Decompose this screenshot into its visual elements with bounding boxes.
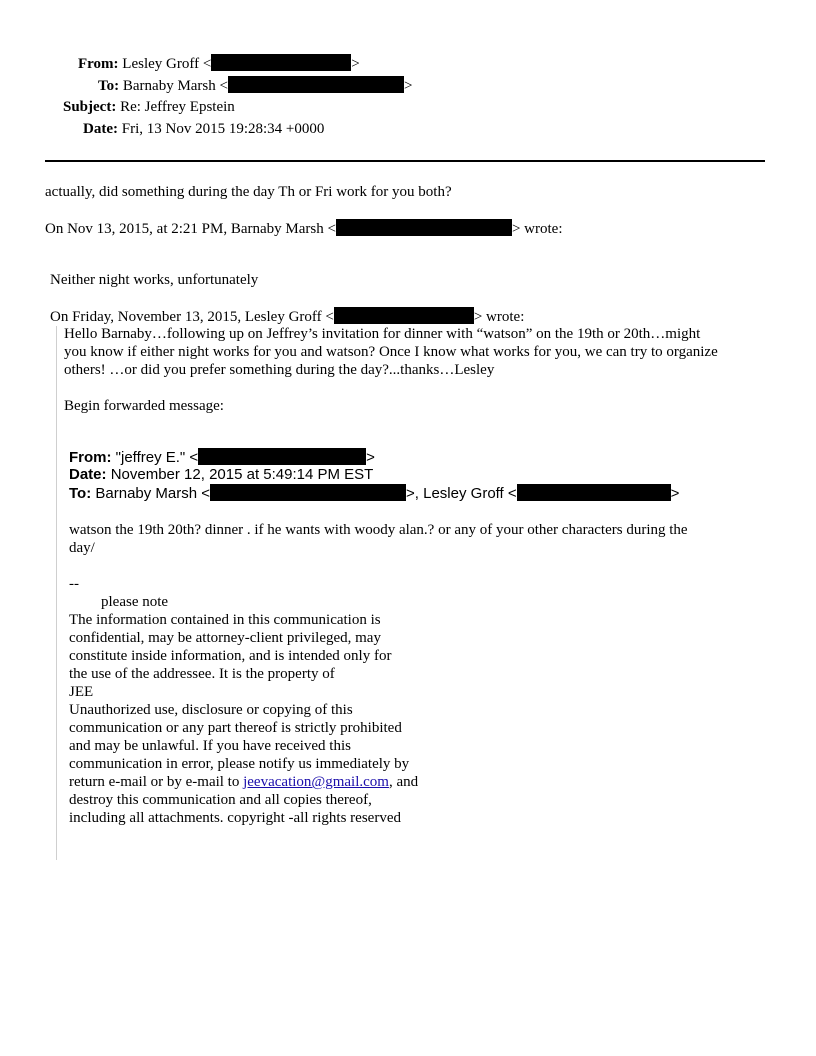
quote2-attribution: [50, 307, 524, 326]
reply-line: actually, did something during the day Th or Fri work for you both?: [45, 184, 452, 200]
redaction-block: [228, 76, 404, 93]
date-value: Fri, 13 Nov 2015 19:28:34 +0000: [121, 121, 325, 137]
redaction-block: [334, 307, 474, 324]
date-label: Date:: [83, 121, 118, 137]
disclaimer-line: Unauthorized use, disclosure or copying of this: [69, 702, 353, 718]
fwd-message: [69, 521, 688, 557]
from-close: >: [351, 56, 360, 72]
subject-label: Subject:: [63, 99, 117, 115]
fwd-from-close: >: [366, 449, 375, 466]
fwd-from-value: "jeffrey E." <: [115, 449, 199, 466]
return-prefix: return e-mail or by e-mail to: [69, 774, 244, 790]
disclaimer-line: communication or any part thereof is strictly prohibited: [69, 720, 402, 736]
header-to-row: [98, 76, 412, 95]
to-close: >: [403, 78, 413, 94]
quote1-wrote: > wrote:: [511, 221, 563, 237]
disclaimer-line: destroy this communication and all copies thereof,: [69, 792, 372, 808]
to-name: Barnaby Marsh <: [122, 78, 228, 94]
header-from-row: [78, 54, 360, 73]
fwd-to-row: [69, 484, 679, 503]
header-divider: [45, 160, 765, 162]
quote2-intro: On Friday, November 13, 2015, Lesley Groff <: [50, 309, 334, 325]
subject-value: Re: Jeffrey Epstein: [120, 99, 235, 115]
redaction-block: [210, 484, 406, 501]
disclaimer-line: constitute inside information, and is intended only for: [69, 648, 392, 664]
sig-note: please note: [101, 594, 169, 610]
return-suffix: , and: [388, 774, 419, 790]
fwd-date-label: Date:: [69, 466, 107, 483]
disclaimer-line: confidential, may be attorney-client privileged, may: [69, 630, 381, 646]
header-subject-row: [63, 98, 235, 116]
redaction-block: [517, 484, 671, 501]
fwd-to-close: >: [670, 485, 680, 502]
fwd-to-label: To:: [69, 485, 92, 502]
quote2-line: others! …or did you prefer something during the day?...thanks…Lesley: [64, 362, 495, 378]
fwd-message-line: day/: [69, 540, 95, 556]
sig-dash: --: [69, 576, 79, 592]
quote1-attribution: [45, 219, 562, 238]
from-label: From:: [78, 56, 119, 72]
quote-border: [56, 326, 57, 860]
fwd-to-mid: >, Lesley Groff <: [406, 485, 517, 502]
disclaimer-return-line: [69, 773, 418, 791]
redaction-block: [211, 54, 351, 71]
quote2-line: Hello Barnaby…following up on Jeffrey’s invitation for dinner with “watson” on the 19th or 20th…might: [64, 326, 701, 342]
fwd-from-row: [69, 448, 375, 467]
disclaimer-line: The information contained in this communication is: [69, 612, 381, 628]
fwd-date-value: November 12, 2015 at 5:49:14 PM EST: [110, 466, 374, 483]
quote1-intro: On Nov 13, 2015, at 2:21 PM, Barnaby Marsh <: [45, 221, 336, 237]
forwarded-label: Begin forwarded message:: [64, 398, 224, 414]
email-link[interactable]: jeevacation@gmail.com: [243, 774, 389, 790]
disclaimer-line: the use of the addressee. It is the property of: [69, 666, 335, 682]
from-name: Lesley Groff <: [122, 56, 212, 72]
to-label: To:: [98, 78, 120, 94]
quote2-line: you know if either night works for you and watson? Once I know what works for you, we can try to organize: [64, 344, 718, 360]
disclaimer-line: JEE: [69, 684, 94, 700]
disclaimer-line: and may be unlawful. If you have received this: [69, 738, 351, 754]
redaction-block: [198, 448, 366, 465]
fwd-from-label: From:: [69, 449, 112, 466]
quote2-wrote: > wrote:: [473, 309, 525, 325]
fwd-to-value: Barnaby Marsh <: [95, 485, 211, 502]
disclaimer-line: including all attachments. copyright -all rights reserved: [69, 810, 401, 826]
header-date-row: [83, 120, 324, 138]
fwd-date-row: [69, 466, 373, 484]
disclaimer-line: communication in error, please notify us immediately by: [69, 756, 410, 772]
quote1-text: Neither night works, unfortunately: [50, 272, 259, 288]
redaction-block: [336, 219, 512, 236]
quote2-paragraph: [64, 325, 718, 379]
disclaimer: [69, 611, 418, 827]
fwd-message-line: watson the 19th 20th? dinner . if he wants with woody alan.? or any of your other characters during the: [69, 522, 688, 538]
